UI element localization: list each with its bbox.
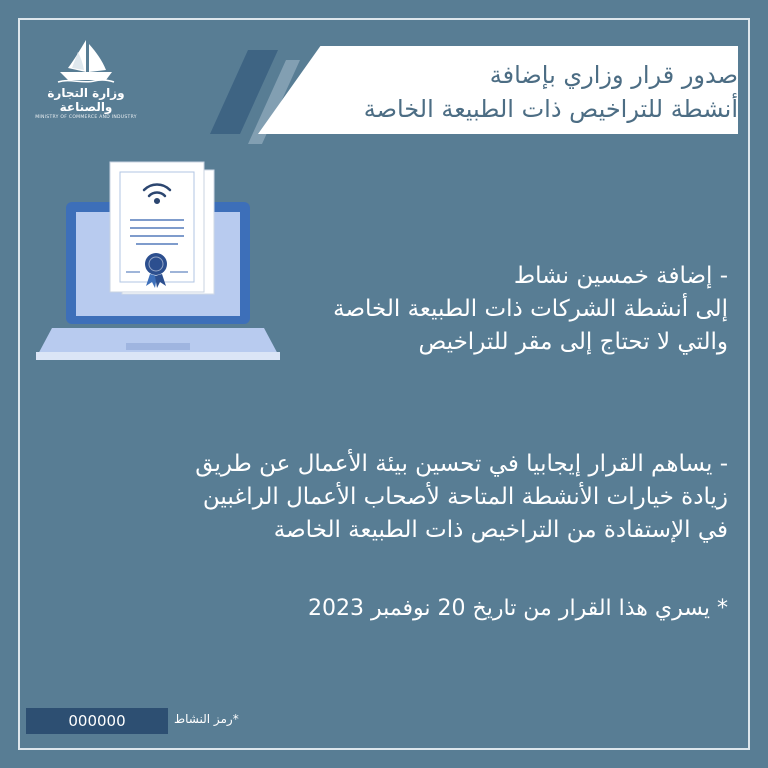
point1-line-2: إلى أنشطة الشركات ذات الطبيعة الخاصة: [333, 296, 728, 322]
ministry-name-en: MINISTRY OF COMMERCE AND INDUSTRY: [35, 115, 137, 120]
ministry-logo: [34, 38, 138, 122]
ministry-name-ar: وزارة التجارة والصناعة: [47, 86, 125, 114]
activity-code-value: 000000: [26, 708, 168, 734]
effective-date-note: * يسري هذا القرار من تاريخ 20 نوفمبر 2023: [308, 596, 728, 621]
point-business-environment: [195, 448, 728, 547]
page-title: [338, 58, 738, 126]
point1-line-3: والتي لا تحتاج إلى مقر للتراخيص: [418, 329, 728, 355]
laptop-certificate-illustration: [36, 160, 286, 370]
title-line-1: صدور قرار وزاري بإضافة: [489, 61, 738, 89]
dhow-boat-icon: [56, 38, 116, 84]
point2-line-1: - يساهم القرار إيجابيا في تحسين بيئة الأعمال عن طريق: [195, 451, 728, 477]
point-activities-added: [333, 260, 728, 359]
activity-code-label: *رمز النشاط: [174, 712, 239, 726]
point1-line-1: - إضافة خمسين نشاط: [513, 263, 728, 289]
point2-line-2: زيادة خيارات الأنشطة المتاحة لأصحاب الأعمال الراغبين: [202, 484, 728, 510]
point2-line-3: في الإستفادة من التراخيص ذات الطبيعة الخاصة: [273, 517, 728, 543]
title-line-2: أنشطة للتراخيص ذات الطبيعة الخاصة: [363, 95, 738, 123]
